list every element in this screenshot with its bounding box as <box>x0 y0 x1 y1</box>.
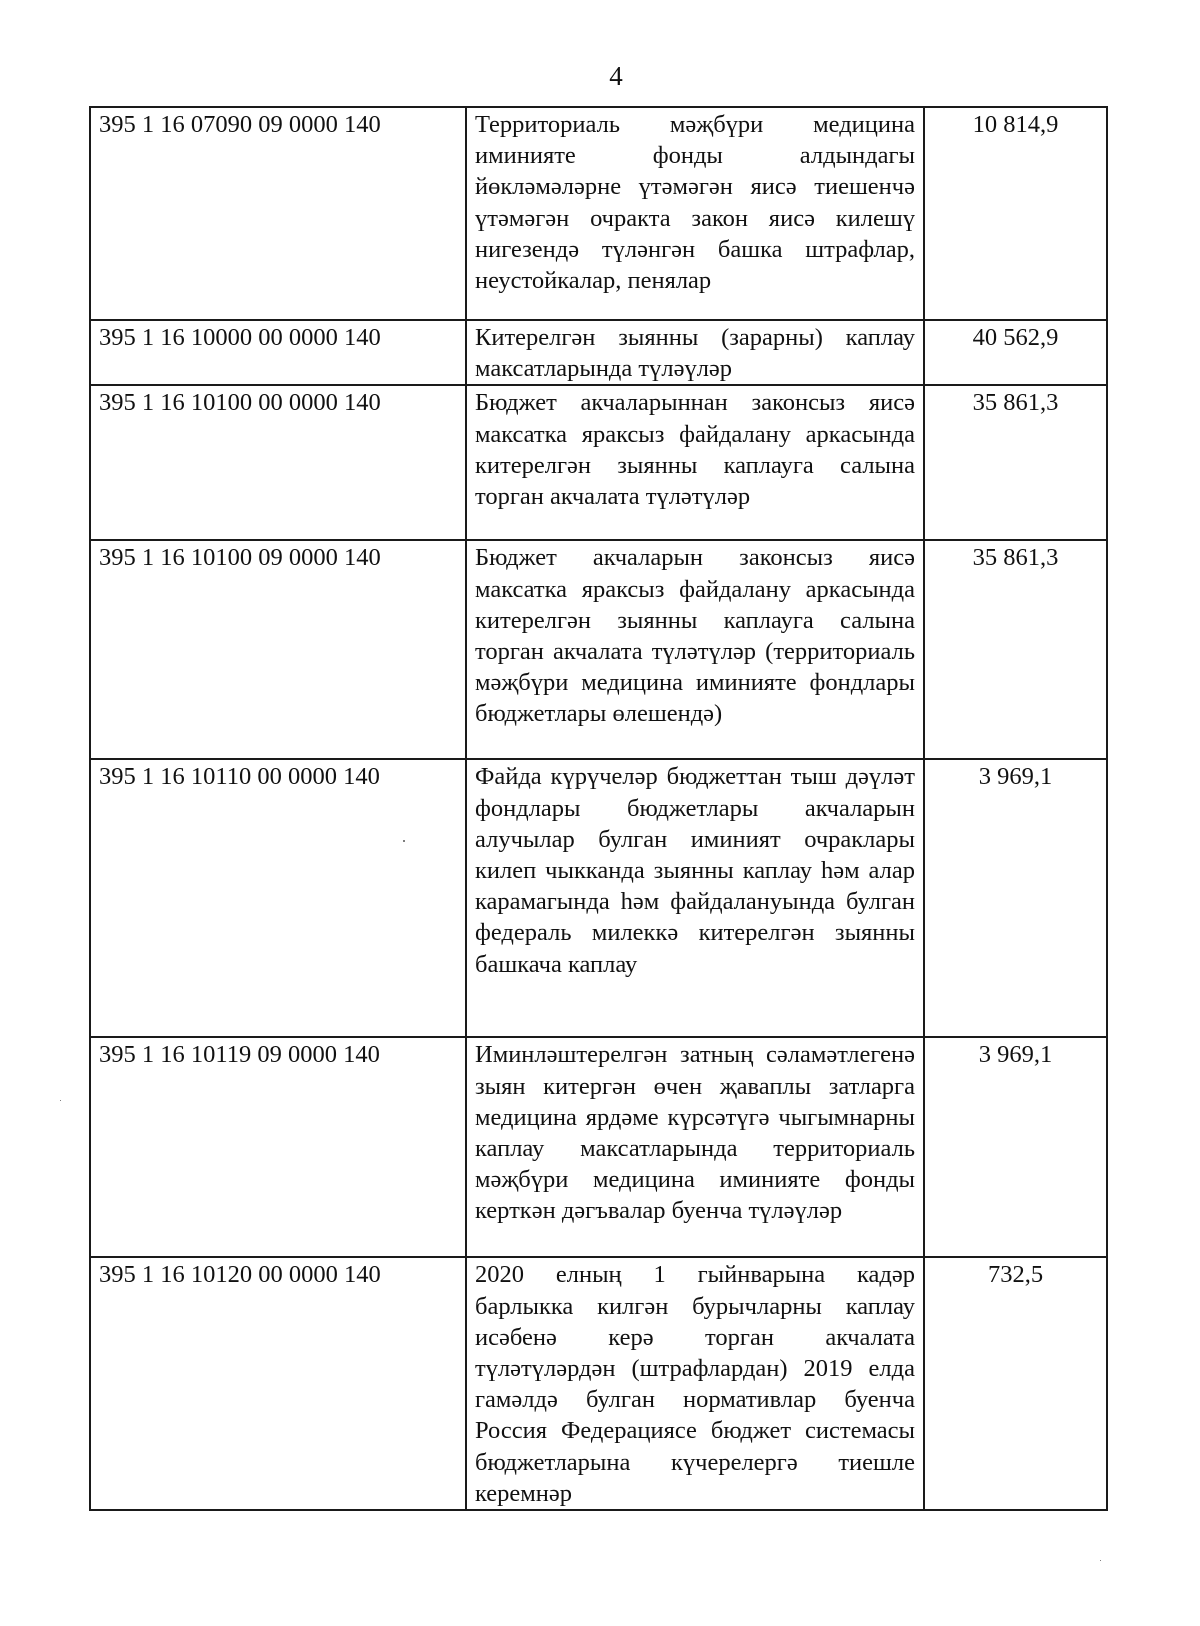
budget-code-cell: 395 1 16 10120 00 0000 140 <box>90 1257 466 1510</box>
budget-table <box>89 106 1108 1511</box>
table-row <box>90 1257 1107 1510</box>
amount-cell: 3 969,1 <box>924 1037 1107 1257</box>
budget-code-cell: 395 1 16 07090 09 0000 140 <box>90 107 466 320</box>
amount-cell: 35 861,3 <box>924 540 1107 759</box>
amount-cell: 3 969,1 <box>924 759 1107 1037</box>
scan-speck <box>403 840 405 842</box>
description-cell: Бюджет акчаларын законсыз яисә максатка яраксыз файдалану аркасында китерелгән зыянны каплауга салына торган акчалата түләтүләр (территориаль мәҗбүри медицина иминияте фондлары бюджетлары өлешендә) <box>466 540 924 759</box>
budget-code-cell: 395 1 16 10110 00 0000 140 <box>90 759 466 1037</box>
table-row <box>90 385 1107 540</box>
table-row <box>90 1037 1107 1257</box>
scan-speck <box>1100 1560 1101 1561</box>
budget-code-cell: 395 1 16 10100 09 0000 140 <box>90 540 466 759</box>
description-cell: 2020 елның 1 гыйнварына кадәр барлыкка килгән бурычларны каплау исәбенә керә торган акчалата түләтүләрдән (штрафлардан) 2019 елда гамәлдә булган нормативлар буенча Россия Федерациясе бюджет системасы бюджетларына күчерелергә тиешле керемнәр <box>466 1257 924 1510</box>
table-row <box>90 540 1107 759</box>
page-number: 4 <box>609 61 623 91</box>
description-cell: Иминләштерелгән затның сәламәтлегенә зыян китергән өчен җаваплы затларга медицина ярдәме күрсәтүгә чыгымнарны каплау максатларында территориаль мәҗбүри медицина иминияте фонды керткән дәгъвалар буенча түләүләр <box>466 1037 924 1257</box>
description-cell: Китерелгән зыянны (зарарны) каплау максатларында түләүләр <box>466 320 924 385</box>
amount-cell: 35 861,3 <box>924 385 1107 540</box>
description-cell: Территориаль мәҗбүри медицина иминияте фонды алдындагы йөкләмәләрне үтәмәгән яисә тиешенчә үтәмәгән очракта закон яисә килешү нигезендә түләнгән башка штрафлар, неустойкалар, пенялар <box>466 107 924 320</box>
budget-code-cell: 395 1 16 10119 09 0000 140 <box>90 1037 466 1257</box>
amount-cell: 732,5 <box>924 1257 1107 1510</box>
description-cell: Файда күрүчеләр бюджеттан тыш дәүләт фондлары бюджетлары акчаларын алучылар булган иминият очраклары килеп чыкканда зыянны каплау һәм алар карамагында һәм файдалануында булган федераль милеккә китерелгән зыянны башкача каплау <box>466 759 924 1037</box>
table-row <box>90 320 1107 385</box>
budget-code-cell: 395 1 16 10000 00 0000 140 <box>90 320 466 385</box>
amount-cell: 40 562,9 <box>924 320 1107 385</box>
table-row <box>90 107 1107 320</box>
table-row <box>90 759 1107 1037</box>
budget-code-cell: 395 1 16 10100 00 0000 140 <box>90 385 466 540</box>
amount-cell: 10 814,9 <box>924 107 1107 320</box>
description-cell: Бюджет акчаларыннан законсыз яисә максатка яраксыз файдалану аркасында китерелгән зыянны каплауга салына торган акчалата түләтүләр <box>466 385 924 540</box>
scan-speck <box>60 1100 61 1101</box>
